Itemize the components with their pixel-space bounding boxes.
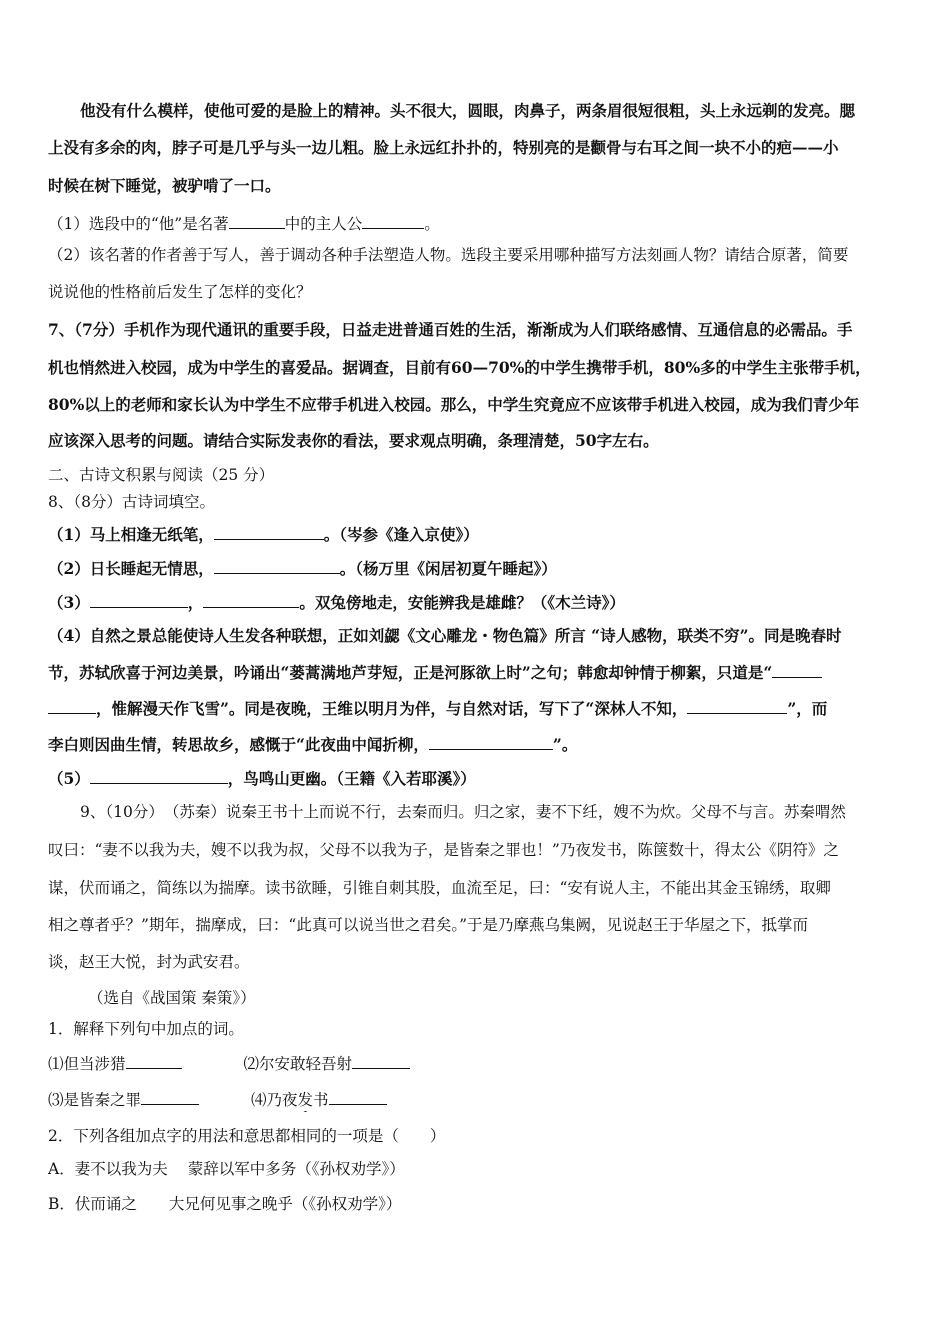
q8-item-4-line-4-text: 李白则因曲生情，转思故乡，感慨于“此夜曲中闻折柳， — [48, 735, 429, 754]
q9-sub-1: 1．解释下列句中加点的词。 — [48, 1020, 244, 1038]
q9-option-b-right: 大兄何见事之晚乎（《孙权劝学》） — [168, 1195, 402, 1213]
q8-blank-4b[interactable] — [687, 696, 787, 714]
q9-option-a-right: 蒙辞以军中多务（《孙权劝学》） — [187, 1160, 405, 1178]
q8-item-5-num: （5） — [48, 769, 90, 788]
q9-word-2: ⑵尔安敢轻吾射 — [243, 1055, 353, 1073]
passage-line-3: 时候在树下睡觉，被驴啃了一口。 — [48, 176, 281, 195]
q8-item-2 — [48, 556, 908, 581]
q9-blank-w2[interactable] — [352, 1051, 410, 1069]
q8-blank-1[interactable] — [214, 522, 324, 540]
q9-option-a[interactable] — [48, 1157, 908, 1181]
q8-title: 8、（8分）古诗词填空。 — [48, 493, 215, 511]
q9-sub-2: 2．下列各组加点字的用法和意思都相同的一项是（ ） — [48, 1127, 446, 1145]
q9-text-line-1: 9、（10分） （苏秦）说秦王书十上而说不行，去秦而归。归之家，妻不下纴，嫂不为炊。父母不与言。苏秦喟然 — [80, 803, 846, 821]
q8-blank-3a[interactable] — [90, 590, 188, 608]
q6-part1 — [48, 211, 908, 236]
q8-item-4-line-3 — [48, 696, 908, 721]
q9-source: （选自《战国策 秦策》） — [88, 989, 256, 1007]
passage-line-2: 上没有多余的肉，脖子可是几乎与头一边儿粗。脸上永远红扑扑的，特别亮的是颧骨与右耳之间一块不小的疤——小 — [48, 138, 839, 157]
q9-blank-w4[interactable] — [329, 1087, 387, 1105]
q8-item-1 — [48, 522, 908, 547]
q8-item-2-source: 。（杨万里《闲居初夏午睡起》） — [339, 559, 557, 578]
q8-item-4-line-4 — [48, 732, 908, 757]
q9-word-3: ⑶是皆秦之罪 — [48, 1091, 142, 1109]
q8-item-4-line-3-text: ，惟解漫天作飞雪”。同是夜晚，王维以明月为伴，与自然对话，写下了“深林人不知， — [96, 699, 688, 718]
q8-item-4-line-3-end: ”，而 — [787, 699, 828, 718]
q6-part2-line-2: 说说他的性格前后发生了怎样的变化？ — [48, 283, 312, 301]
q8-blank-2[interactable] — [214, 556, 340, 574]
q8-item-4-line-1: （4）自然之景总能使诗人生发各种联想，正如刘勰《文心雕龙・物色篇》所言 “诗人感物，联类不穷”。同是晚春时 — [48, 626, 842, 645]
q8-blank-3b[interactable] — [203, 590, 299, 608]
q6-part2-line-1: （2）该名著的作者善于写人，善于调动各种手法塑造人物。选段主要采用哪种描写方法刻画人物？请结合原著，简要 — [48, 246, 849, 264]
q8-blank-4c[interactable] — [429, 732, 553, 750]
q8-blank-4a-end[interactable] — [48, 696, 96, 714]
q9-word-4-dotted: 发 — [297, 1091, 314, 1109]
q9-word-row-2 — [48, 1087, 908, 1112]
q9-blank-w1[interactable] — [126, 1051, 182, 1069]
q6-blank-book[interactable] — [229, 211, 285, 229]
q8-item-1-text: （1）马上相逢无纸笔， — [48, 525, 214, 544]
q8-item-2-text: （2）日长睡起无情思， — [48, 559, 214, 578]
q9-text-line-2: 叹曰：“妻不以我为夫，嫂不以我为叔，父母不以我为子，是皆秦之罪也！”乃夜发书，陈箧数十，得太公《阴符》之 — [48, 841, 839, 859]
q8-item-1-source: 。（岑参《逢入京使》） — [323, 525, 479, 544]
q9-text-line-5: 谈，赵王大悦，封为武安君。 — [48, 953, 250, 971]
passage-line-1: 他没有什么模样，使他可爱的是脸上的精神。头不很大，圆眼，肉鼻子，两条眉很短很粗，头上永远剃的发亮。腮 — [80, 101, 856, 120]
q7-line-4: 应该深入思考的问题。请结合实际发表你的看法，要求观点明确，条理清楚，50字左右。 — [48, 431, 659, 450]
q9-option-b[interactable] — [48, 1192, 908, 1216]
q8-item-3 — [48, 590, 908, 615]
q8-item-5 — [48, 766, 908, 791]
q9-word-row-1 — [48, 1051, 908, 1076]
q7-line-1: 7、（7分）手机作为现代通讯的重要手段，日益走进普通百姓的生活，渐渐成为人们联络感情、互通信息的必需品。手 — [48, 320, 853, 339]
q7-line-3: 80%以上的老师和家长认为中学生不应带手机进入校园。那么，中学生究竟应不应该带手机进入校园，成为我们青少年 — [48, 395, 860, 414]
q9-word-4-suffix: 书 — [313, 1091, 329, 1109]
q8-item-4-line-4-end: ”。 — [552, 735, 578, 754]
q7-line-2: 机也悄然进入校园，成为中学生的喜爱品。据调查，目前有60—70%的中学生携带手机，80%多的中学生主张带手机， — [48, 358, 871, 377]
q9-word-1: ⑴但当涉猎 — [48, 1055, 126, 1073]
q6-part1-text-a: （1）选段中的“他”是名著 — [48, 215, 229, 233]
q8-item-3-num: （3） — [48, 593, 90, 612]
q8-item-4-line-2-text: 节，苏轼欣喜于河边美景，吟诵出“蒌蒿满地芦芽短，正是河豚欲上时”之句；韩愈却钟情于柳絮，只道是“ — [48, 663, 773, 682]
q6-part1-text-b: 中的主人公 — [284, 215, 363, 233]
q8-blank-5[interactable] — [90, 766, 228, 784]
q8-item-5-text: ，鸟鸣山更幽。（王籍《入若耶溪》） — [227, 769, 476, 788]
q9-option-b-left: B．伏而诵之 — [48, 1195, 137, 1213]
q8-item-4-line-2 — [48, 660, 908, 685]
q6-part1-text-c: 。 — [424, 215, 440, 233]
q9-text-line-3: 谋，伏而诵之，简练以为揣摩。读书欲睡，引锥自刺其股，血流至足，曰：“安有说人主，不能出其金玉锦绣，取卿 — [48, 879, 831, 897]
q8-item-3-comma: ， — [187, 593, 204, 612]
q8-item-3-text: 。双兔傍地走，安能辨我是雄雌？（《木兰诗》） — [299, 593, 625, 612]
q9-text-line-4: 相之尊者乎？”期年，揣摩成，曰：“此真可以说当世之君矣。”于是乃摩燕乌集阙，见说赵王于华屋之下，抵掌而 — [48, 916, 809, 934]
q9-word-4-prefix: ⑷乃夜 — [251, 1091, 298, 1109]
q8-blank-4a-start[interactable] — [772, 660, 822, 678]
q9-option-a-left: A．妻不以我为夫 — [48, 1160, 168, 1178]
section-2-heading: 二、古诗文积累与阅读（25 分） — [48, 466, 275, 484]
q6-blank-character[interactable] — [362, 211, 424, 229]
q9-blank-w3[interactable] — [141, 1087, 199, 1105]
